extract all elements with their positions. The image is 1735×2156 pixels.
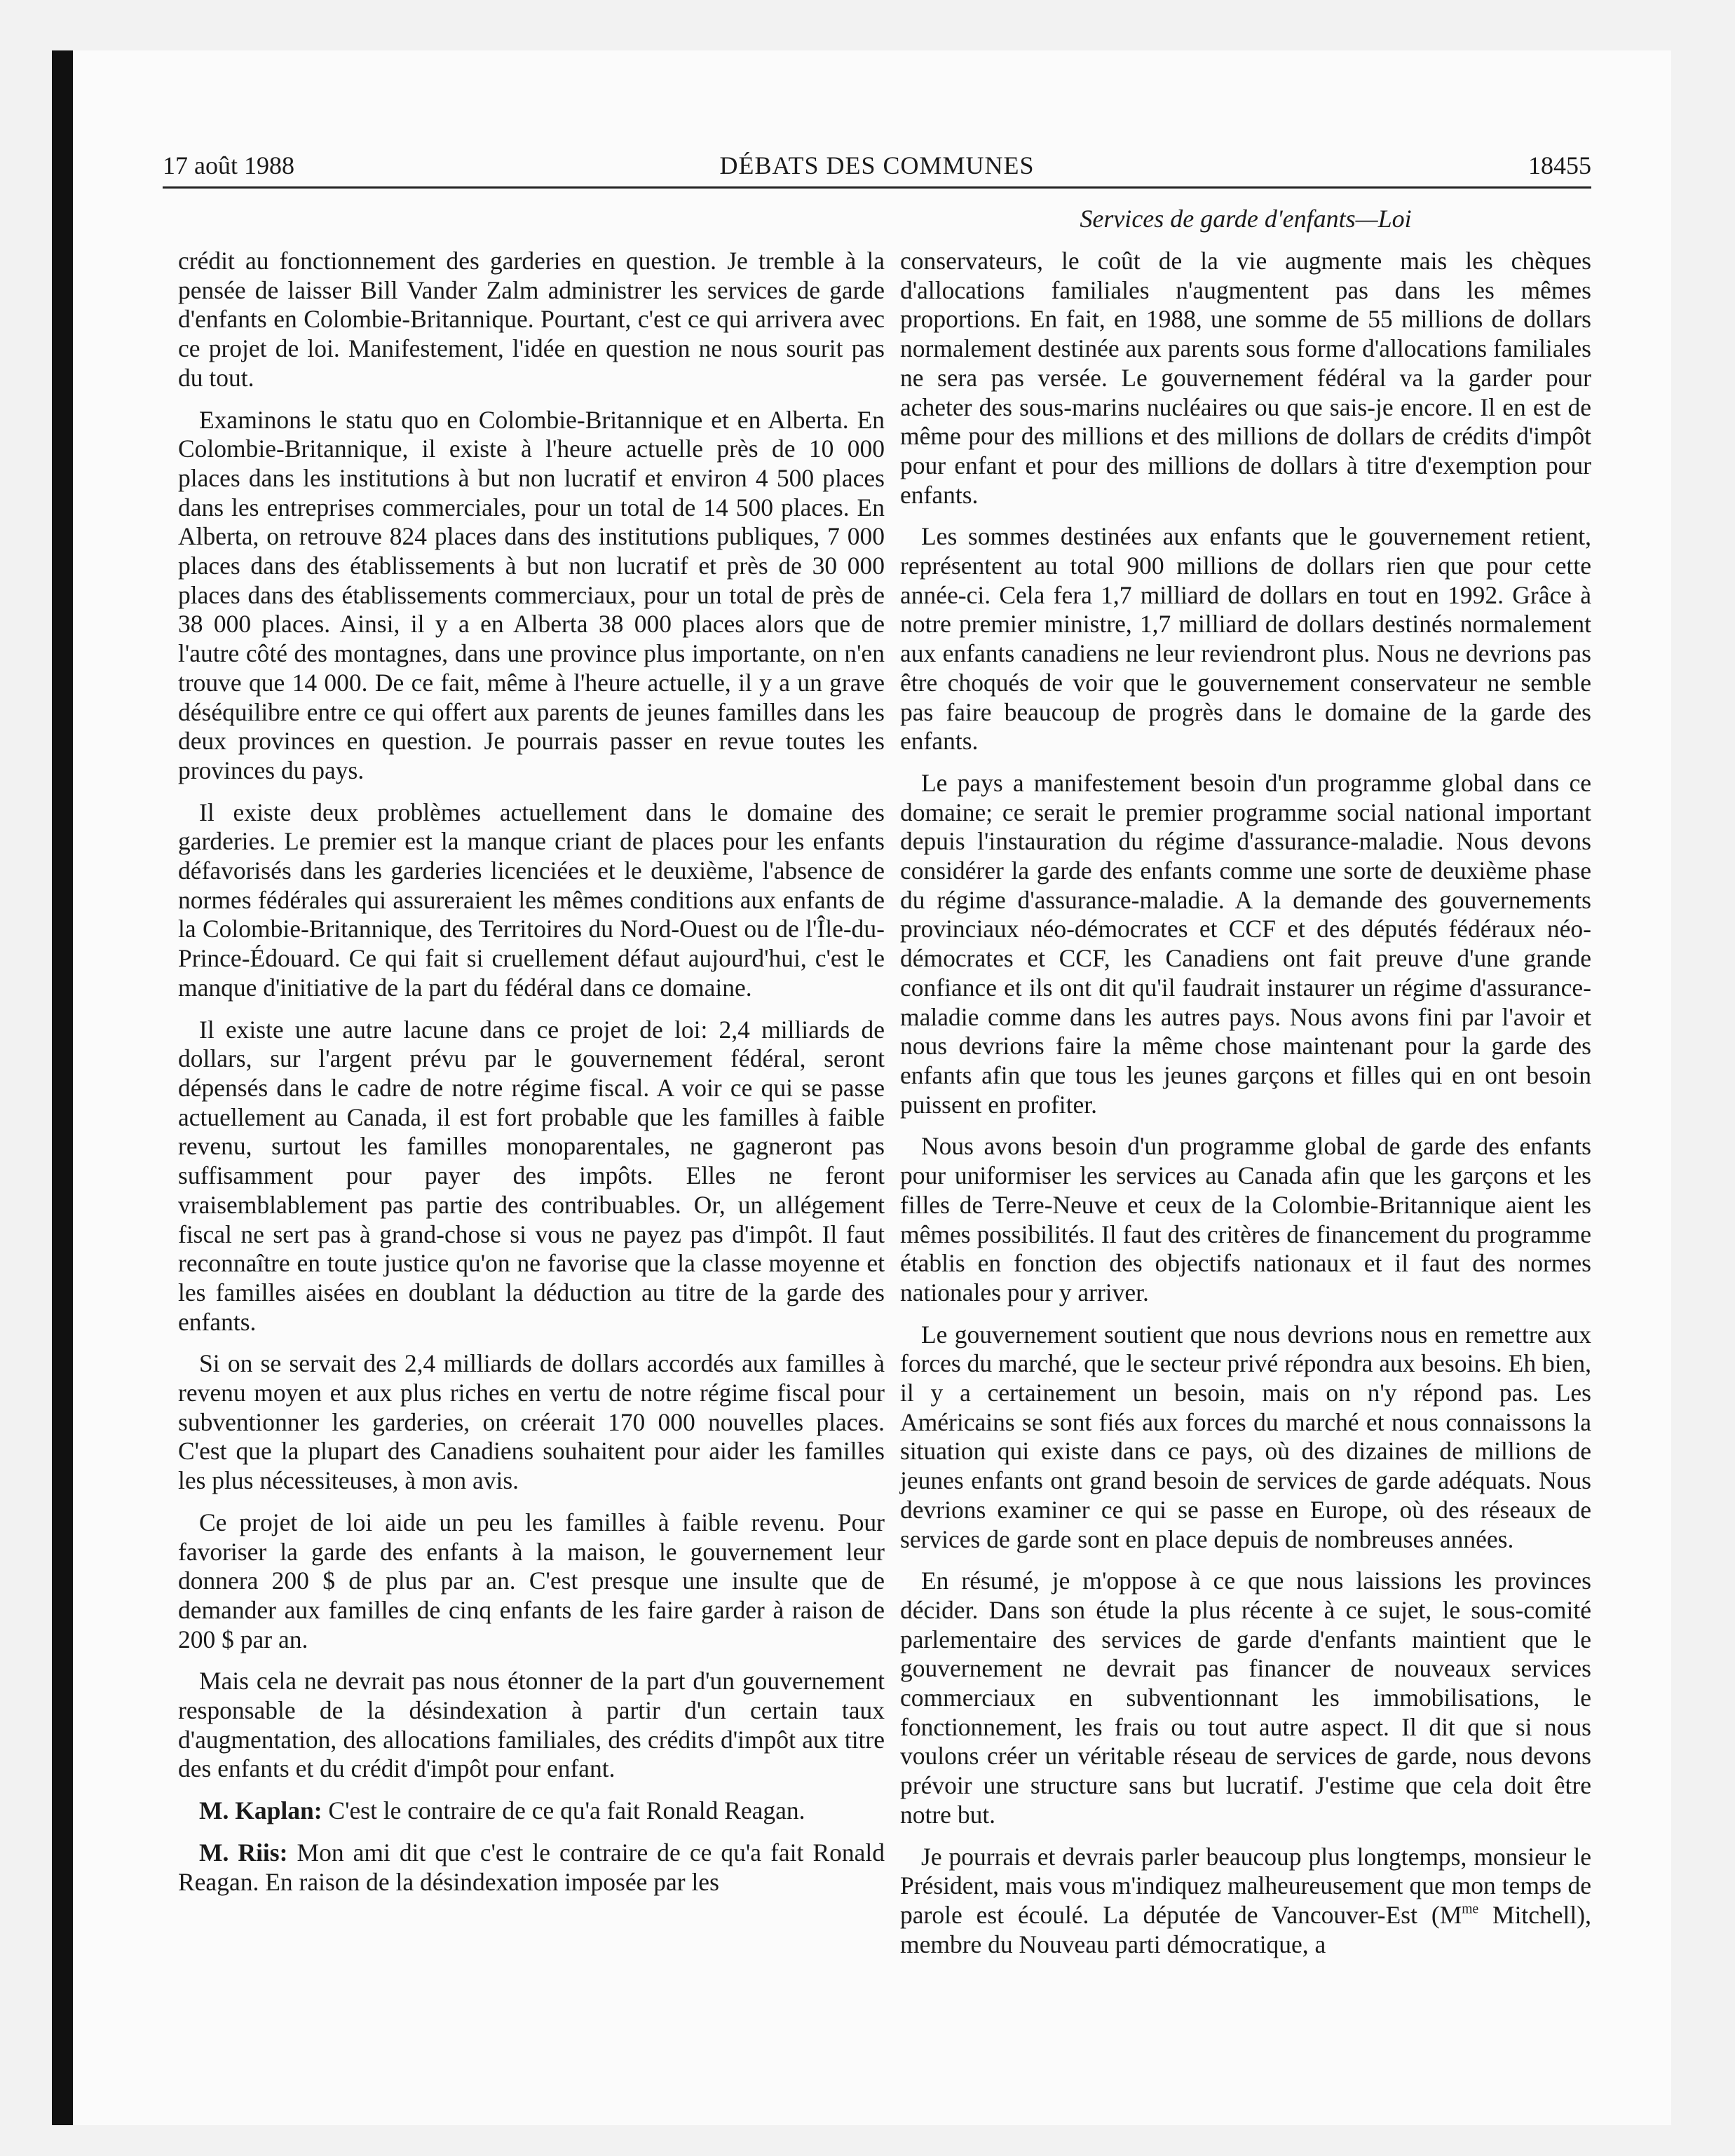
paragraph: Le gouvernement soutient que nous devrions nous en remettre aux forces du marché, que le secteur privé répondra aux besoins. Eh bien, il y a certainement un besoin, mais on n'y répond pas. Les Américains se sont fiés aux forces du marché et nous connaissons la situation qui existe dans ce pays, où des dizaines de millions de jeunes enfants ont grand besoin de services de garde adéquats. Nous devrions examiner ce qui se passe en Europe, où des réseaux de services de garde sont en place depuis de nombreuses années. <box>900 1320 1591 1553</box>
header-title: DÉBATS DES COMMUNES <box>719 151 1035 179</box>
header-date: 17 août 1988 <box>163 151 294 179</box>
speech-text: Mon ami dit que c'est le contraire de ce qu'a fait Ronald Reagan. En raison de la désindexation imposée par les <box>178 1838 885 1896</box>
header-page-number: 18455 <box>1528 151 1591 179</box>
paragraph: Mais cela ne devrait pas nous étonner de la part d'un gouvernement responsable de la désindexation à partir d'un certain taux d'augmentation, des allocations familiales, des crédits d'impôt aux titre des enfants et du crédit d'impôt pour enfant. <box>178 1667 885 1783</box>
paragraph: conservateurs, le coût de la vie augmente mais les chèques d'allocations familiales n'augmentent pas dans les mêmes proportions. En fait, en 1988, une somme de 55 millions de dollars normalement destinée aux parents sous forme d'allocations familiales ne sera pas versée. Le gouvernement fédéral va la garder pour acheter des sous-marins nucléaires ou que sais-je encore. Il en est de même pour des millions et des millions de dollars de crédits d'impôt pour enfant et pour des millions de dollars à titre d'exemption pour enfants. <box>900 247 1591 509</box>
speech-paragraph <box>178 1796 885 1826</box>
paragraph-text: Mitchell), membre du Nouveau parti démocratique, a <box>900 1900 1591 1958</box>
paragraph: Le pays a manifestement besoin d'un programme global dans ce domaine; ce serait le premier programme social national important depuis l'instauration du régime d'assurance-maladie. Nous devons considérer la garde des enfants comme une sorte de deuxième phase du régime d'assurance-maladie. A la demande des gouvernements provinciaux néo-démocrates et CCF et des députés fédéraux néo-démocrates et CCF, les Canadiens ont fait preuve d'une grande confiance et ils ont dit qu'il faudrait instaurer un régime d'assurance-maladie comme dans les autres pays. Nous avons fini par l'avoir et nous devrions faire la même chose maintenant pour la garde des enfants afin que tous les jeunes garçons et filles qui en ont besoin puissent en profiter. <box>900 768 1591 1119</box>
paragraph: Il existe deux problèmes actuellement dans le domaine des garderies. Le premier est la manque criant de places pour les enfants défavorisés dans les garderies licenciées et le deuxième, l'absence de normes fédérales qui assureraient les mêmes conditions aux enfants de la Colombie-Britannique, des Territoires du Nord-Ouest ou de l'Île-du-Prince-Édouard. Ce qui fait si cruellement défaut aujourd'hui, c'est le manque d'initiative de la part du fédéral dans ce domaine. <box>178 798 885 1002</box>
paragraph: Examinons le statu quo en Colombie-Britannique et en Alberta. En Colombie-Britannique, il existe à l'heure actuelle près de 10 000 places dans les institutions à but non lucratif et environ 4 500 places dans les entreprises commerciales, pour un total de 14 500 places. En Alberta, on retrouve 824 places dans des institutions publiques, 7 000 places dans des établissements à but non lucratif et près de 30 000 places dans des établissements commerciaux, pour un total de près de 38 000 places. Ainsi, il y a en Alberta 38 000 places alors que de l'autre côté des montagnes, dans une province plus importante, on n'en trouve que 14 000. De ce fait, même à l'heure actuelle, il y a un grave déséquilibre entre ce qui offert aux parents de jeunes familles dans les deux provinces en question. Je pourrais passer en revue toutes les provinces du pays. <box>178 405 885 784</box>
speaker-name: M. Kaplan: <box>199 1796 322 1825</box>
paragraph: Il existe une autre lacune dans ce projet de loi: 2,4 milliards de dollars, sur l'argent prévu par le gouvernement fédéral, seront dépensés dans le cadre de notre régime fiscal. A voir ce qui se passe actuellement au Canada, il est fort probable que les familles à faible revenu, surtout les familles monoparentales, ne gagneront pas suffisamment pour payer des impôts. Elles ne feront vraisemblablement pas partie des contribuables. Or, un allégement fiscal ne sert pas à grand-chose si vous ne payez pas d'impôt. Il faut reconnaître en toute justice qu'on ne favorise que la classe moyenne et les familles aisées en doublant la déduction au titre de la garde des enfants. <box>178 1015 885 1336</box>
paragraph: Nous avons besoin d'un programme global de garde des enfants pour uniformiser les services au Canada afin que les garçons et les filles de Terre-Neuve et ceux de la Colombie-Britannique aient les mêmes possibilités. Il faut des critères de financement du programme établis en fonction des objectifs nationaux et il faut des normes nationales pour y arriver. <box>900 1132 1591 1306</box>
superscript: me <box>1462 1902 1479 1917</box>
scan-edge-bar <box>52 50 73 2125</box>
paragraph: crédit au fonctionnement des garderies en question. Je tremble à la pensée de laisser Bill Vander Zalm administrer les services de garde d'enfants en Colombie-Britannique. Pourtant, c'est ce qui arrivera avec ce projet de loi. Manifestement, l'idée en question ne nous sourit pas du tout. <box>178 247 885 392</box>
paragraph: Les sommes destinées aux enfants que le gouvernement retient, représentent au total 900 millions de dollars rien que pour cette année-ci. Cela fera 1,7 milliard de dollars en tout en 1992. Grâce à notre premier ministre, 1,7 milliard de dollars destinés normalement aux enfants canadiens ne leur reviendront plus. Nous ne devrions pas être choqués de voir que le gouvernement conservateur ne semble pas faire beaucoup de progrès dans le domaine de la garde des enfants. <box>900 522 1591 756</box>
speech-text: C'est le contraire de ce qu'a fait Ronald Reagan. <box>328 1796 805 1825</box>
left-column <box>178 247 885 1909</box>
speech-paragraph <box>178 1838 885 1897</box>
paragraph-text: Je pourrais et devrais parler beaucoup plus longtemps, monsieur le Président, mais vous m'indiquez malheureusement que mon temps de parole est écoulé. La députée de Vancouver-Est (M <box>900 1842 1591 1929</box>
right-column <box>900 247 1591 1972</box>
section-title: Services de garde d'enfants—Loi <box>1080 205 1412 233</box>
paragraph <box>900 1843 1591 1960</box>
paragraph: Ce projet de loi aide un peu les familles à faible revenu. Pour favoriser la garde des enfants à la maison, le gouvernement leur donnera 200 $ de plus par an. C'est presque une insulte que de demander aux familles de cinq enfants de les faire garder à raison de 200 $ par an. <box>178 1508 885 1653</box>
paragraph: Si on se servait des 2,4 milliards de dollars accordés aux familles à revenu moyen et aux plus riches en vertu de notre régime fiscal pour subventionner les garderies, on créerait 170 000 nouvelles places. C'est que la plupart des Canadiens souhaitent pour aider les familles les plus nécessiteuses, à mon avis. <box>178 1349 885 1495</box>
header-rule <box>163 186 1591 189</box>
paragraph: En résumé, je m'oppose à ce que nous laissions les provinces décider. Dans son étude la plus récente à ce sujet, le sous-comité parlementaire des services de garde d'enfants maintient que le gouvernement ne devrait pas financer de nouveaux services commerciaux en subventionnant les immobilisations, le fonctionnement, les frais ou tout autre aspect. Il dit que si nous voulons créer un véritable réseau de services de garde, nous devons prévoir une structure sans but lucratif. J'estime que cela doit être notre but. <box>900 1567 1591 1829</box>
speaker-name: M. Riis: <box>199 1838 288 1867</box>
